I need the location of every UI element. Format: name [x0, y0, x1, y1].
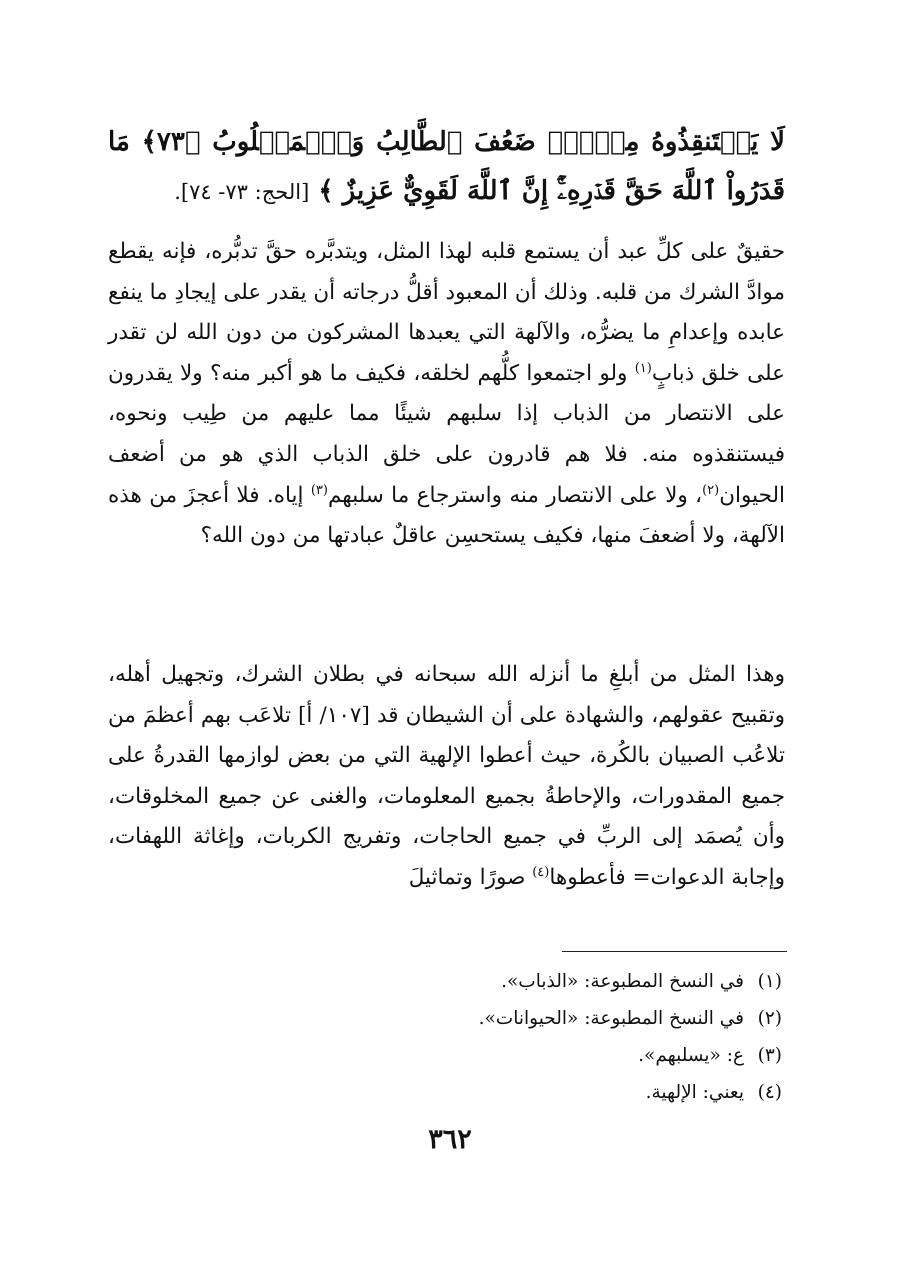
paragraph-1-part-1: حقيقٌ على كلِّ عبد أن يستمع قلبه لهذا المثل، ويتدبَّره حقَّ تدبُّره، فإنه يقطع موادَّ الشرك من قلبه. وذلك أن المعبود أقلُّ درجاته أن يقدر على إيجادِ ما ينفع عابده وإعدامِ ما يضرُّه، والآلهة التي يعبدها المشركون من دون الله لن تقدر على خلق ذبابٍ — [108, 239, 785, 386]
footnote-number: (٤) — [757, 1082, 782, 1103]
footnote-3 — [122, 1037, 782, 1074]
footnote-text: في النسخ المطبوعة: «الحيوانات». — [478, 1008, 744, 1029]
footnote-ref-2[interactable]: (٢) — [702, 482, 720, 498]
page-number: ٣٦٢ — [428, 1124, 472, 1155]
paragraph-1-part-3: ، ولا على الانتصار منه واسترجاع ما سلبهم — [327, 482, 703, 508]
paragraph-1 — [108, 232, 785, 557]
verse-reference: [الحج: ٧٣- ٧٤]. — [174, 180, 310, 204]
footnote-number: (٢) — [757, 1008, 782, 1029]
paragraph-2-part-1: وهذا المثل من أبلغِ ما أنزله الله سبحانه في بطلان الشرك، وتجهيل أهله، وتقبيح عقولهم، والشهادة على أن الشيطان قد [١٠٧/ أ] تلاعَب بهم أعظمَ من تلاعُب الصبيان بالكُرة، حيث أعطوا الإلهية التي من بعض لوازمها القدرةُ على جميع المقدورات، والإحاطةُ بجميع المعلومات، والغنى عن جميع المخلوقات، وأن يُصمَد إلى الربِّ في جميع الحاجات، وتفريج الكربات، وإغاثة اللهفات، وإجابة الدعوات= فأعطوها — [108, 662, 785, 890]
footnote-number: (١) — [757, 971, 782, 992]
quran-verse — [108, 118, 785, 217]
footnotes — [122, 963, 782, 1111]
paragraph-2-part-2: صورًا وتماثيلَ — [408, 864, 533, 890]
footnote-2 — [122, 1000, 782, 1037]
footnote-text: يعني: الإلهية. — [645, 1082, 744, 1103]
footnote-4 — [122, 1074, 782, 1111]
paragraph-1-part-4: إياه. فلا أعجزَ من هذه الآلهة، ولا أضعفَ منها، فكيف يستحسِن عاقلٌ عبادتها من دون الله؟ — [108, 482, 785, 549]
footnote-number: (٣) — [757, 1045, 782, 1066]
footnote-divider — [562, 951, 787, 952]
footnote-1 — [122, 963, 782, 1000]
footnote-ref-3[interactable]: (٣) — [310, 482, 328, 498]
footnote-ref-4[interactable]: (٤) — [532, 864, 550, 880]
verse-text: لَا يَسۡتَنقِذُوهُ مِنۡهُۚ ضَعُفَ ٱلطَّالِبُ وَٱلۡمَطۡلُوبُ ﴿٧٣﴾ مَا قَدَرُواْ ٱللَّهَ حَقَّ قَدۡرِهِۦٓۚ إِنَّ ٱللَّهَ لَقَوِيٌّ عَزِيزٌ ﴾ — [108, 127, 785, 206]
paragraph-2 — [108, 655, 785, 899]
footnote-text: في النسخ المطبوعة: «الذباب». — [501, 971, 744, 992]
paragraph-1-part-2: ولو اجتمعوا كلُّهم لخلقه، فكيف ما هو أكبر منه؟ ولا يقدرون على الانتصار من الذباب إذا سلبهم شيئًا مما عليهم من طِيب ونحوه، فيستنقذوه منه. فلا هم قادرون على خلق الذباب الذي هو من أضعف الحيوان — [108, 360, 785, 508]
footnote-text: ع: «يسلبهم». — [638, 1045, 744, 1066]
footnote-ref-1[interactable]: (١) — [634, 360, 652, 376]
